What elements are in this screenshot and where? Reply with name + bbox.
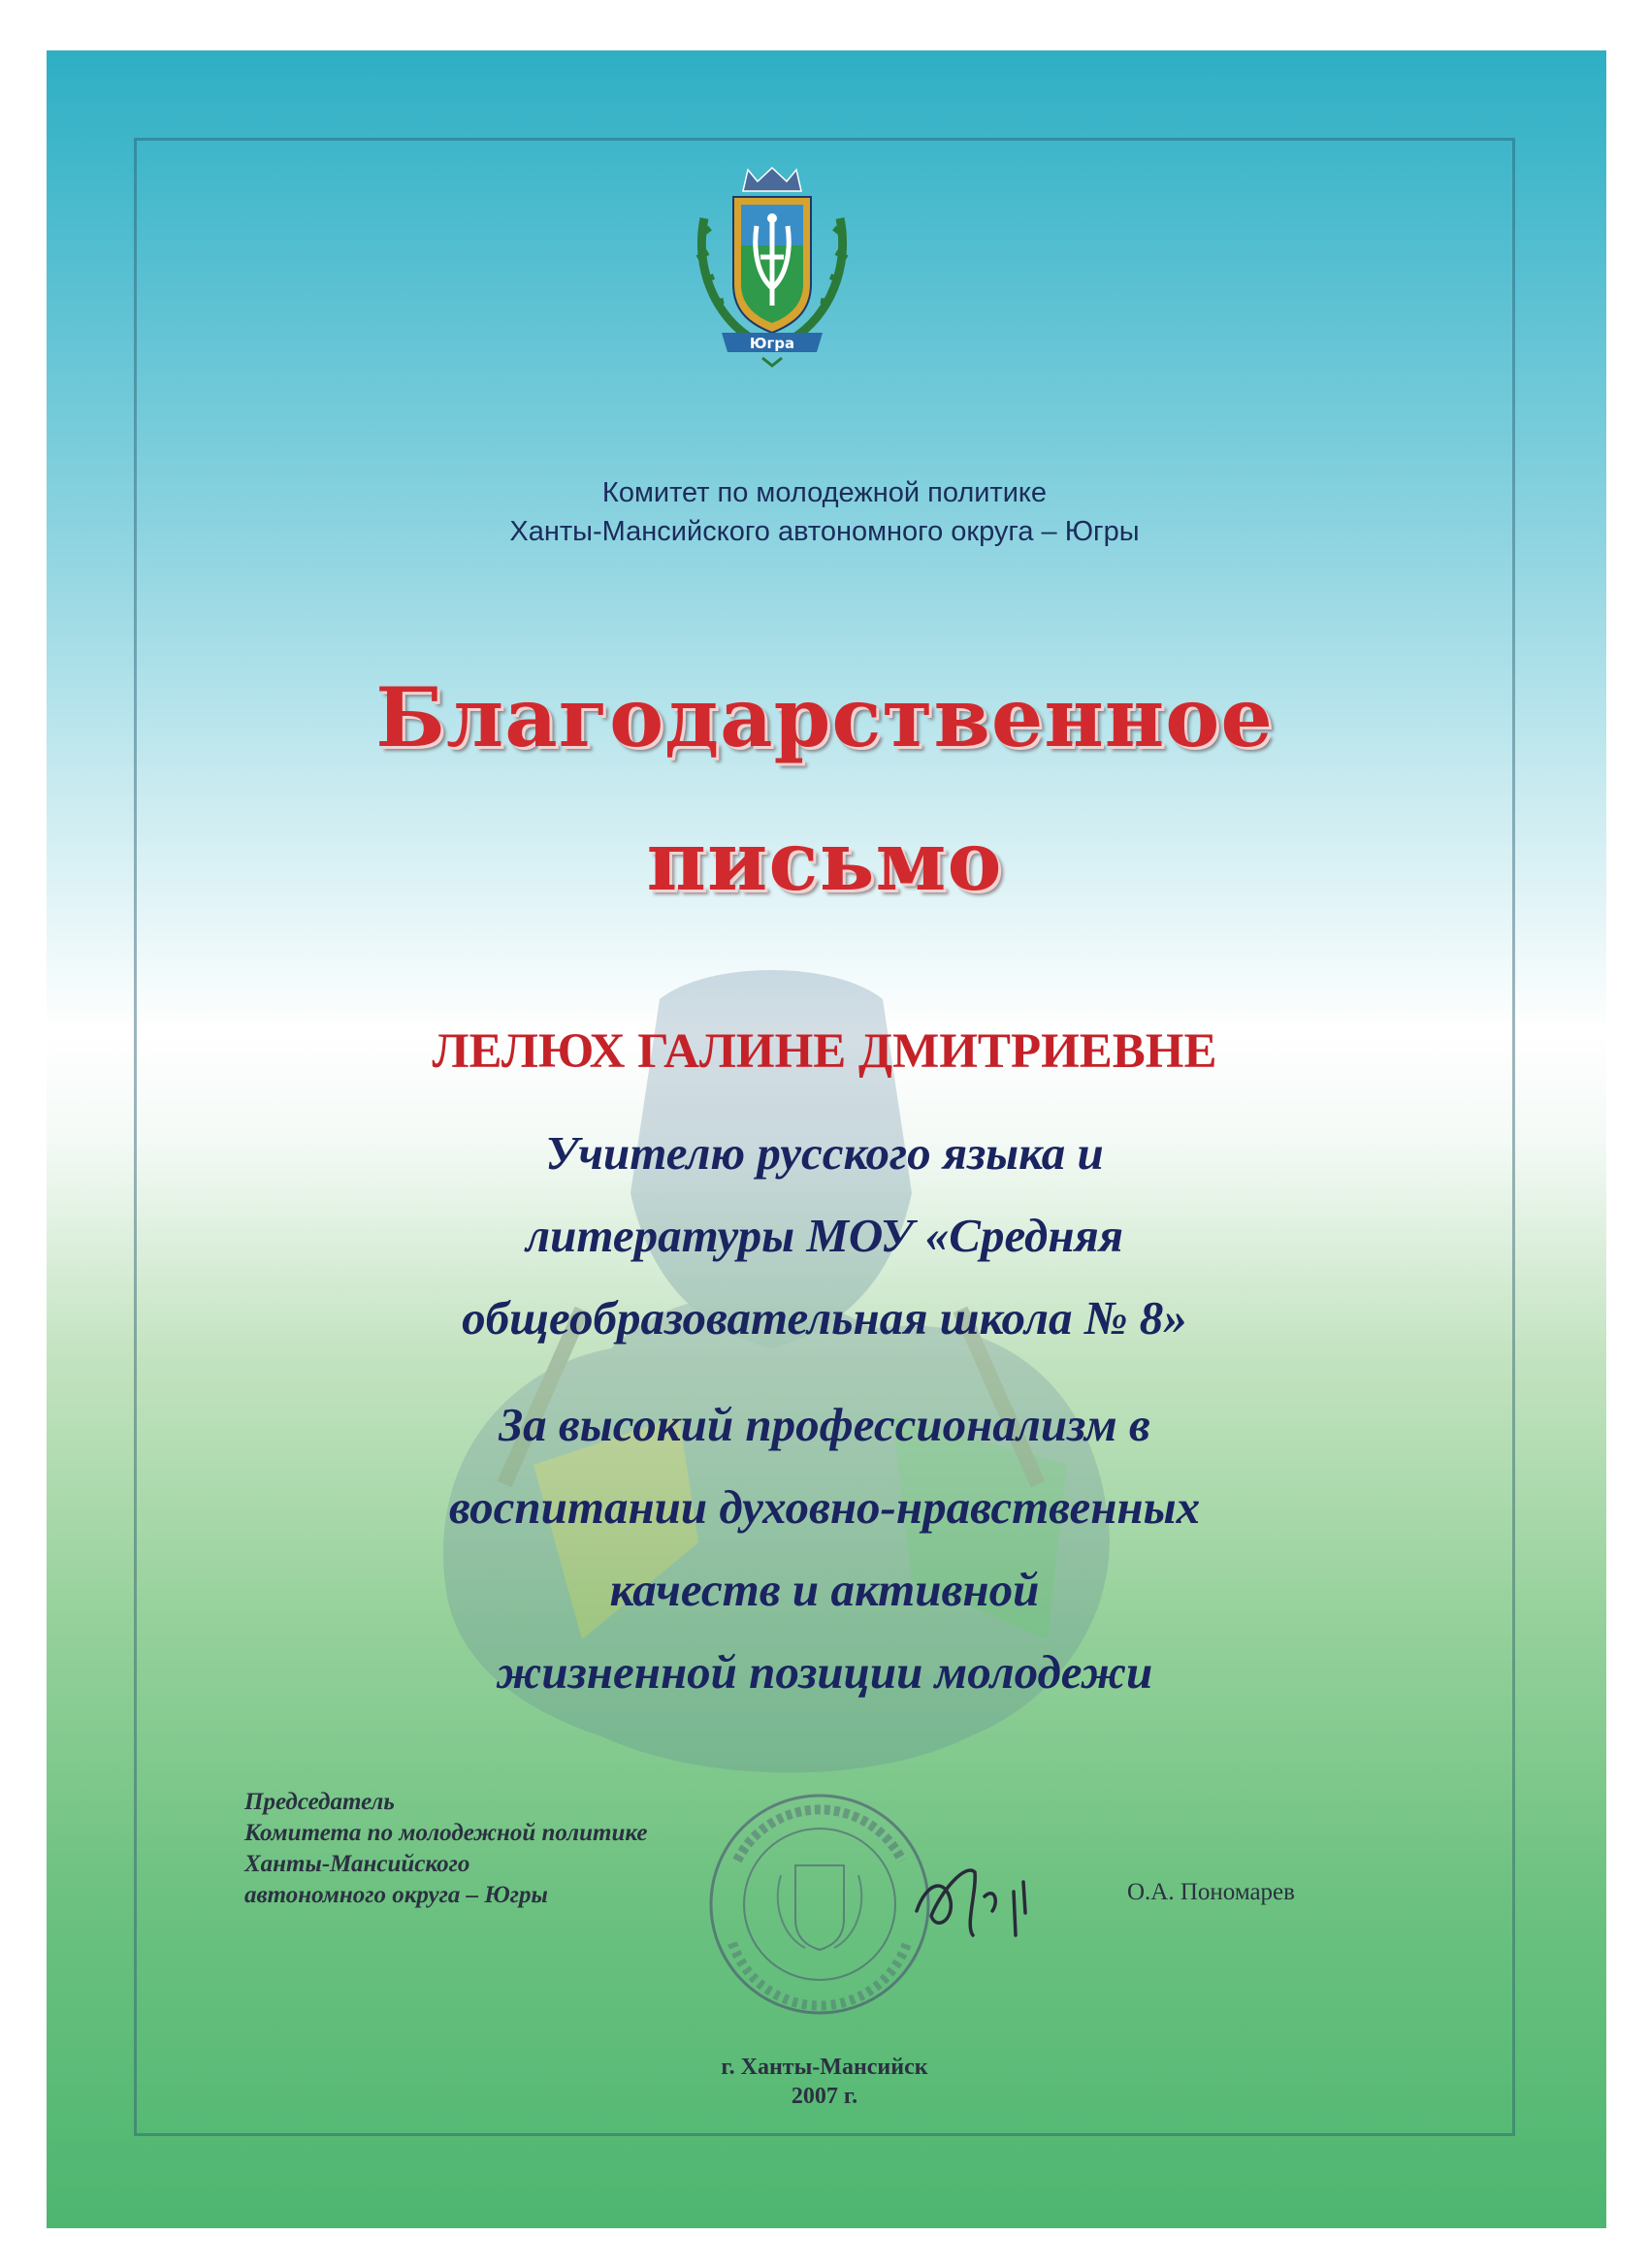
place-year: 2007 г.: [791, 2084, 858, 2109]
position-line: общеобразовательная школа № 8»: [462, 1291, 1187, 1345]
coat-of-arms-icon: [695, 160, 850, 369]
signatory-title-line: автономного округа – Югры: [244, 1882, 548, 1908]
signer-name: О.А. Пономарев: [1127, 1879, 1295, 1905]
emblem-ribbon-text: Югра: [749, 335, 795, 352]
position-line: Учителю русского языка и: [545, 1126, 1104, 1180]
place-city: г. Ханты-Мансийск: [721, 2055, 928, 2080]
official-seal-icon: [698, 1783, 941, 2025]
handwritten-signature: [907, 1843, 1043, 1950]
reason-line: воспитании духовно-нравственных: [448, 1480, 1201, 1534]
committee-name-line-2: Ханты-Мансийского автономного округа – Югры: [509, 516, 1140, 547]
reason-line: качеств и активной: [609, 1563, 1040, 1616]
signatory-title-line: Комитета по молодежной политике: [244, 1820, 648, 1846]
document-title-line-1: Благодарственное: [375, 669, 1274, 765]
signatory-title-line: Председатель: [244, 1789, 395, 1815]
reason-line: жизненной позиции молодежи: [496, 1645, 1153, 1699]
reason-line: За высокий профессионализм в: [499, 1398, 1150, 1451]
signatory-title-line: Ханты-Мансийского: [244, 1851, 470, 1877]
committee-name-line-1: Комитет по молодежной политике: [601, 477, 1048, 508]
position-line: литературы МОУ «Средняя: [525, 1209, 1124, 1262]
signature-block: [244, 1787, 647, 1911]
recipient-name: ЛЕЛЮХ ГАЛИНЕ ДМИТРИЕВНЕ: [432, 1024, 1217, 1079]
document-title-line-2: письмо: [646, 813, 1003, 909]
